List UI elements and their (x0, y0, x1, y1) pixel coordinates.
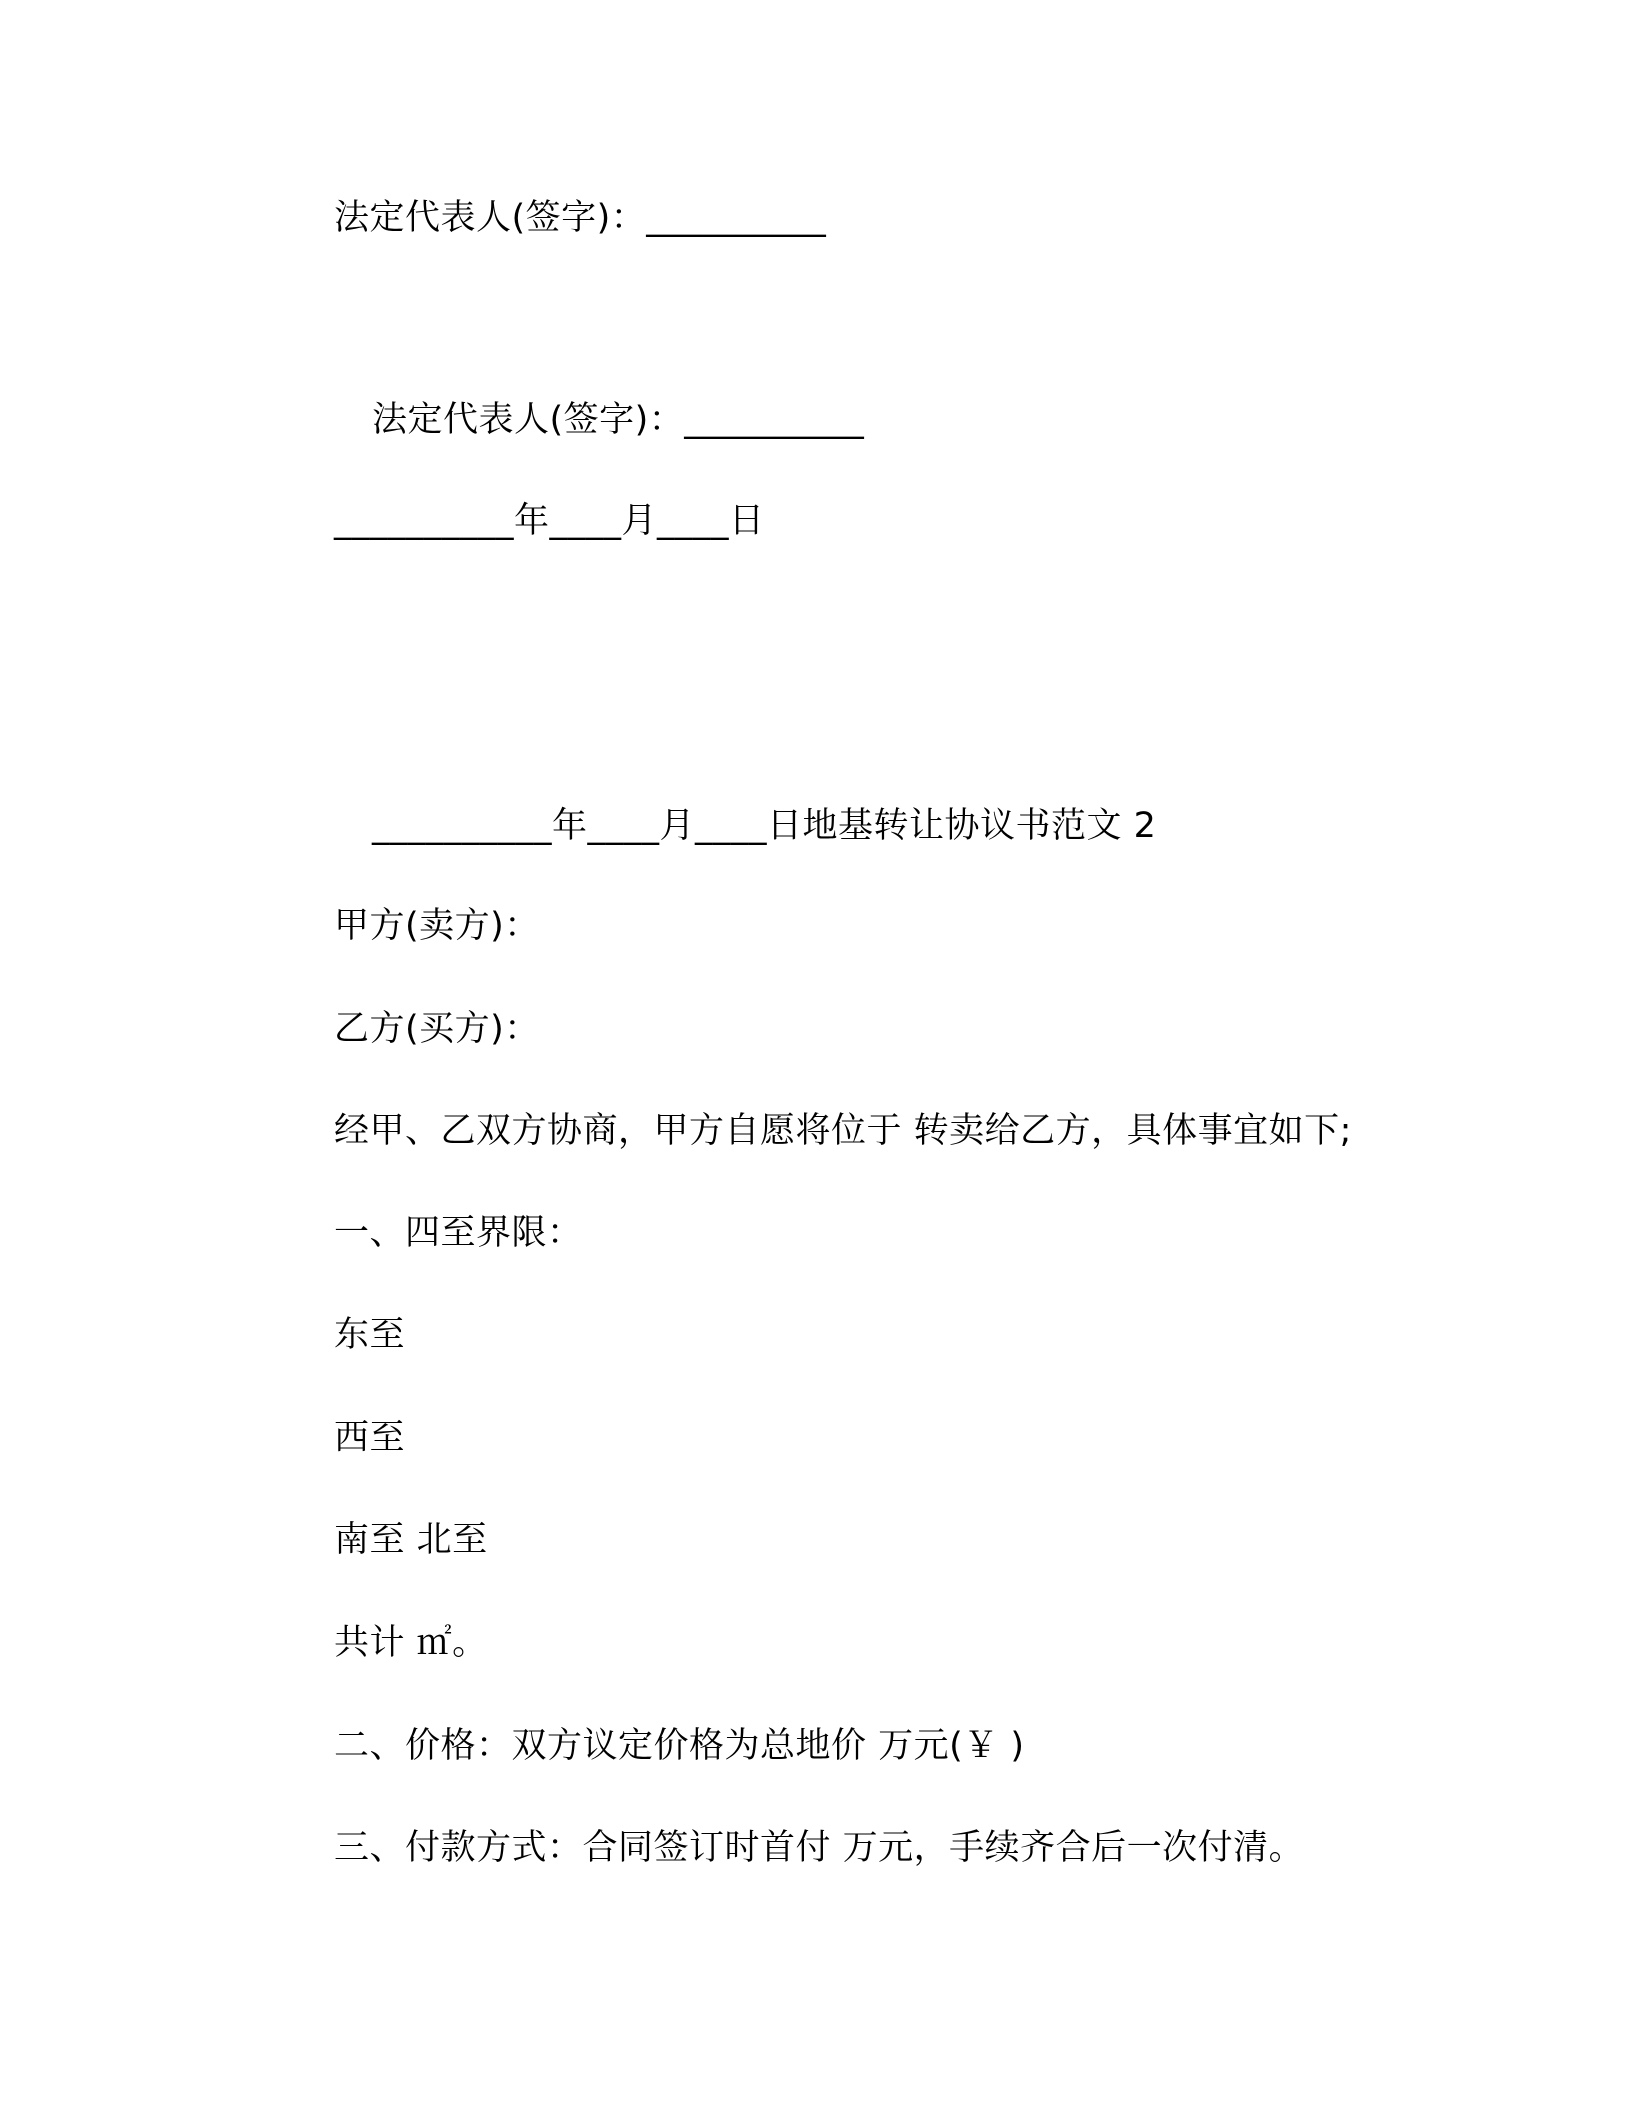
document-title: __________年____月____日地基转让协议书范文 2 (372, 806, 1157, 846)
boundary-south-north-line: 南至 北至 (334, 1520, 488, 1560)
party-b-buyer-line: 乙方(买方)： (334, 1009, 540, 1049)
section-two-price-line: 二、价格：双方议定价格为总地价 万元(￥ ) (334, 1726, 1025, 1766)
signing-date-line: __________年____月____日 (334, 501, 765, 541)
intro-paragraph: 经甲、乙双方协商，甲方自愿将位于 转卖给乙方，具体事宜如下; (334, 1111, 1352, 1151)
party-a-seller-line: 甲方(卖方)： (334, 906, 540, 946)
boundary-east-line: 东至 (334, 1315, 406, 1355)
party-a-representative-signature-line: 法定代表人(签字)：__________ (334, 198, 827, 238)
section-three-payment-line: 三、付款方式：合同签订时首付 万元，手续齐合后一次付清。 (334, 1828, 1305, 1868)
boundary-west-line: 西至 (334, 1418, 406, 1458)
total-area-line: 共计 ㎡。 (334, 1623, 488, 1663)
party-b-representative-signature-line: 法定代表人(签字)：__________ (372, 400, 865, 440)
section-one-heading: 一、四至界限： (334, 1213, 583, 1253)
